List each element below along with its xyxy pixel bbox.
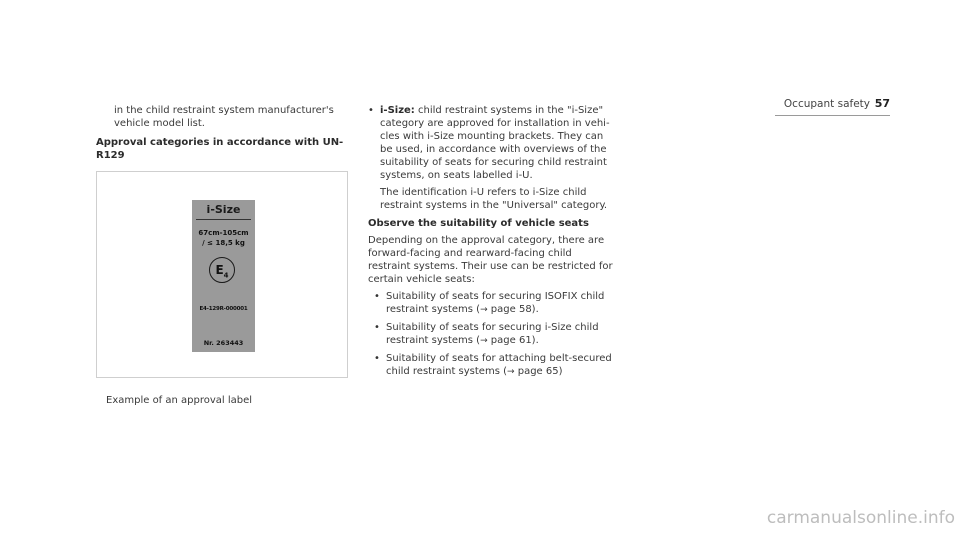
subsection-heading: Observe the suitability of vehicle seats — [368, 218, 589, 229]
e-mark-icon — [209, 257, 235, 283]
arrow-right-icon: → — [480, 305, 488, 315]
text-fragment: restraint systems ( — [386, 335, 481, 346]
figure-frame — [96, 171, 348, 378]
e-mark-letter: E — [215, 263, 224, 277]
figure-caption: Example of an approval label — [106, 395, 253, 406]
text-line: • Suitability of seats for securing i-Size child — [386, 322, 599, 333]
section-title: Occupant safety — [783, 98, 870, 110]
text-line: restraint systems. Their use can be restricted for — [368, 261, 613, 272]
continuation-text — [96, 104, 348, 130]
text-line: be used, in accordance with overviews of the — [380, 144, 607, 155]
text-line: • Suitability of seats for securing ISOFIX child — [386, 291, 605, 302]
list-item — [374, 290, 630, 317]
arrow-right-icon: → — [507, 367, 515, 377]
arrow-right-icon: → — [480, 336, 488, 346]
text-line: restraint systems in the "Universal" category. — [380, 200, 608, 211]
page-link[interactable]: page 58). — [487, 304, 539, 315]
text-line: certain vehicle seats: — [368, 274, 475, 285]
section-heading — [96, 136, 348, 162]
page-number: 57 — [874, 97, 890, 110]
label-divider — [196, 219, 251, 220]
heading-line: R129 — [96, 150, 125, 161]
text-line: • Suitability of seats for attaching belt-secured — [386, 353, 612, 364]
text-line: child restraint systems in the "i-Size" — [418, 105, 604, 116]
paragraph — [368, 234, 630, 286]
text-fragment: child restraint systems ( — [386, 366, 507, 377]
text-line: cles with i-Size mounting brackets. They can — [380, 131, 604, 142]
label-size-range: 67cm-105cm — [198, 229, 249, 237]
text-line: category are approved for installation in vehi- — [380, 118, 610, 129]
text-line: suitability of seats for securing child restraint — [380, 157, 607, 168]
text-line: systems, on seats labelled i-U. — [380, 170, 533, 181]
page-link[interactable]: page 65) — [514, 366, 563, 377]
continuation-line: vehicle model list. — [114, 118, 205, 129]
label-serial: Nr. 263443 — [203, 339, 244, 347]
term: i-Size: — [380, 105, 415, 116]
header-divider — [775, 115, 890, 116]
left-column — [96, 104, 348, 407]
e-mark-number: 4 — [223, 271, 229, 280]
text-line: The identification i-U refers to i-Size child — [380, 187, 587, 198]
label-approval-number: E4-129R-000001 — [199, 306, 248, 312]
page-header — [775, 98, 890, 114]
watermark: carmanualsonline.info — [766, 508, 955, 528]
text-fragment: restraint systems ( — [386, 304, 481, 315]
right-column — [368, 104, 630, 379]
label-title: i-Size — [206, 203, 241, 216]
list-item — [374, 352, 630, 379]
heading-line: Approval categories in accordance with UN- — [96, 137, 344, 148]
approval-label-image — [192, 200, 255, 352]
list-item — [368, 104, 630, 212]
list-item — [374, 321, 630, 348]
label-weight: / ≤ 18,5 kg — [202, 239, 245, 247]
text-line: Depending on the approval category, there are — [368, 235, 605, 246]
page-link[interactable]: page 61). — [487, 335, 539, 346]
text-line: forward-facing and rearward-facing child — [368, 248, 572, 259]
continuation-line: in the child restraint system manufacturer's — [114, 105, 334, 116]
